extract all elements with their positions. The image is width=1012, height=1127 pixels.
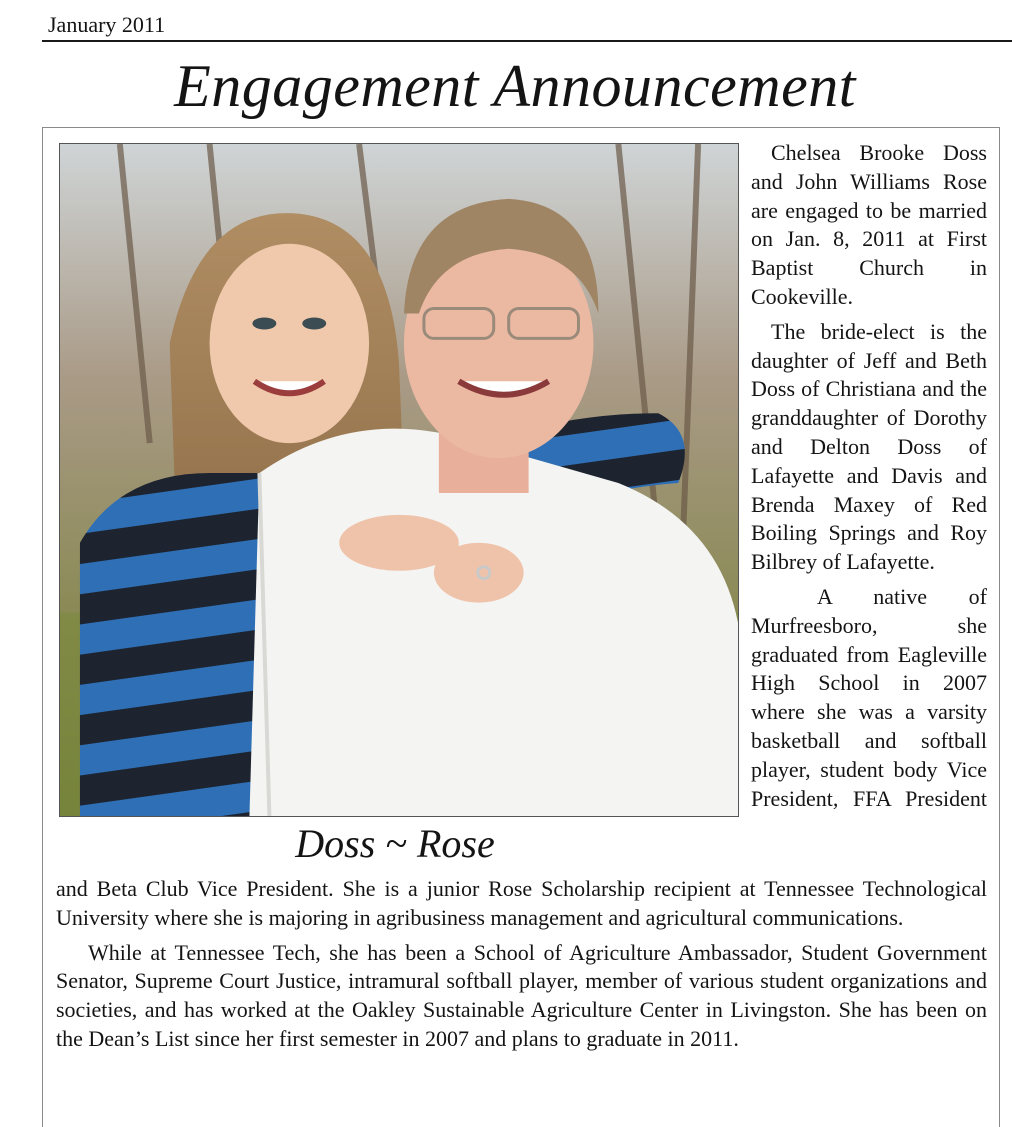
issue-date: January 2011 [48,12,166,37]
paragraph-engagement: Chelsea Brooke Doss and John Williams Rose are engaged to be married on Jan. 8, 2011 at First Baptist Church in Cookeville. [751,140,987,309]
photo-caption: Doss ~ Rose [295,821,495,866]
couple-photo-icon [60,144,738,816]
paragraph-activities: While at Tennessee Tech, she has been a School of Agriculture Ambassador, Student Government Senator, Supreme Court Justice, intramural softball player, member of various student organizations and societies, and has worked at the Oakley Sustainable Agriculture Center in Livingston. She has been on the Dean’s List since her first semester in 2007 and plans to graduate in 2011. [56,939,987,1051]
header-rule [42,40,1012,42]
announcement-column [751,139,987,813]
page-title: Engagement Announcement [174,53,856,119]
paragraph-education-cont: and Beta Club Vice President. She is a junior Rose Scholarship recipient at Tennessee Technological University where she is majoring in agribusiness management and agricultural communications. [56,876,987,930]
couple-photo [59,143,739,817]
announcement-body [56,875,987,1060]
paragraph-family: The bride-elect is the daughter of Jeff and Beth Doss of Christiana and the granddaughter of Dorothy and Delton Doss of Lafayette and Davis and Brenda Maxey of Red Boiling Springs and Roy Bilbrey of Lafayette. [751,318,987,575]
paragraph-education-start: A native of Murfreesboro, she graduated from Eagleville High School in 2007 where she was a varsity basketball and softball player, student body Vice President, FFA President [751,583,987,811]
